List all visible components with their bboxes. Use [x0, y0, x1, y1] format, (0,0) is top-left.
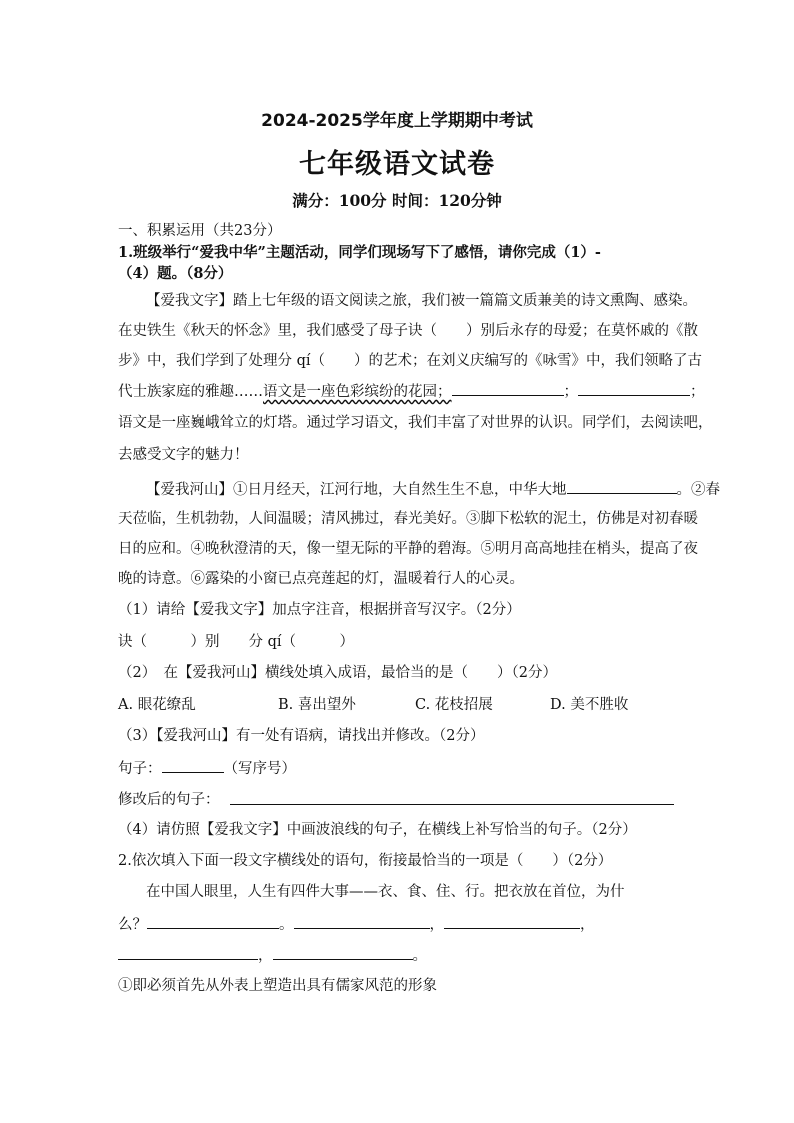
separator: ，	[580, 917, 595, 933]
question-1-prompt-cont: （4）题。（8分）	[118, 265, 233, 282]
answer-blank[interactable]	[294, 914, 430, 929]
option-b[interactable]: B. 喜出望外	[278, 697, 356, 713]
passage-line: 天莅临，生机勃勃，人间温暖；清风拂过，春光美好。③脚下松软的泥土，仿佛是对初春暖	[118, 511, 698, 527]
passage-line-with-blank	[146, 479, 720, 500]
passage-line: 步》中，我们学到了处理分 qí（ ）的艺术；在刘义庆编写的《咏雪》中，我们领略了古	[118, 353, 703, 369]
exam-term-title: 2024-2025学年度上学期期中考试	[261, 111, 533, 131]
question-2-prompt: 2.依次填入下面一段文字横线处的语句，衔接最恰当的一项是（ ）（2分）	[118, 853, 613, 869]
sub-question-1-answers: 诀（ ）别 分 qí（ ）	[118, 634, 355, 650]
answer-blank[interactable]	[452, 381, 564, 396]
separator: ；	[690, 384, 705, 400]
passage-text: 【爱我河山】①日月经天，江河行地，大自然生生不息，中华大地	[146, 482, 567, 498]
sub-question-3: （3）【爱我河山】有一处有语病，请找出并修改。（2分）	[118, 728, 485, 744]
passage-line: 去感受文字的魅力！	[118, 447, 249, 463]
sentence-hint: （写序号）	[223, 761, 296, 777]
passage-text: 代士族家庭的雅趣……	[118, 384, 263, 400]
wavy-underlined-sentence: 语文是一座色彩缤纷的花园；	[263, 384, 452, 400]
answer-blank[interactable]	[162, 758, 224, 773]
revised-sentence-label: 修改后的句子：	[118, 792, 220, 808]
revised-sentence-blank[interactable]	[230, 804, 674, 805]
section-heading: 一、积累运用（共23分）	[118, 223, 282, 239]
answer-blank[interactable]	[273, 945, 413, 960]
sub-question-1: （1）请给【爱我文字】加点字注音，根据拼音写汉字。（2分）	[118, 602, 521, 618]
passage-line: 日的应和。④晚秋澄清的天，像一望无际的平静的碧海。⑤明月高高地挂在梢头，提高了夜	[118, 541, 698, 557]
question-1-prompt: 1.班级举行“爱我中华”主题活动，同学们现场写下了感悟，请你完成（1）-	[118, 244, 601, 261]
option-a[interactable]: A. 眼花缭乱	[118, 697, 196, 713]
option-d[interactable]: D. 美不胜收	[550, 697, 629, 713]
question-2-blanks-line	[118, 914, 678, 935]
exam-paper-title: 七年级语文试卷	[299, 149, 495, 180]
passage-line: 【爱我文字】踏上七年级的语文阅读之旅，我们被一篇篇文质兼美的诗文熏陶、感染。	[146, 293, 697, 309]
passage-line-with-blanks	[118, 381, 705, 402]
answer-blank[interactable]	[444, 914, 580, 929]
separator: ，	[429, 917, 444, 933]
passage-line: 在史铁生《秋天的怀念》里，我们感受了母子诀（ ）别后永存的母爱；在莫怀戚的《散	[118, 323, 698, 339]
exam-score-time: 满分：100分 时间：120分钟	[292, 191, 502, 210]
answer-blank[interactable]	[118, 945, 258, 960]
sub-question-4: （4）请仿照【爱我文字】中画波浪线的句子，在横线上补写恰当的句子。（2分）	[118, 822, 637, 838]
question-2-blanks-line-2	[118, 945, 678, 966]
passage-line: 语文是一座巍峨耸立的灯塔。通过学习语文，我们丰富了对世界的认识。同学们，去阅读吧，	[118, 415, 713, 431]
passage-text: 。②春	[676, 482, 720, 498]
sentence-label: 句子：	[118, 761, 162, 777]
question-2-passage: 在中国人眼里，人生有四件大事——衣、食、住、行。把衣放在首位，为什	[146, 884, 625, 900]
separator: ；	[563, 384, 578, 400]
option-c[interactable]: C. 花枝招展	[415, 697, 493, 713]
separator: 。	[412, 948, 427, 964]
answer-blank[interactable]	[578, 381, 690, 396]
passage-line: 晚的诗意。⑥露染的小窗已点亮莲起的灯，温暖着行人的心灵。	[118, 571, 524, 587]
separator: 。	[279, 917, 294, 933]
sentence-answer-line	[118, 758, 678, 779]
question-2-option-1: ①即必须首先从外表上塑造出具有儒家风范的形象	[118, 978, 437, 994]
separator: ，	[258, 948, 273, 964]
answer-blank[interactable]	[147, 914, 279, 929]
sub-question-2: （2） 在【爱我河山】横线处填入成语，最恰当的是（ ）（2分）	[118, 665, 557, 681]
answer-blank[interactable]	[567, 479, 677, 494]
passage-text: 么？	[118, 917, 147, 933]
